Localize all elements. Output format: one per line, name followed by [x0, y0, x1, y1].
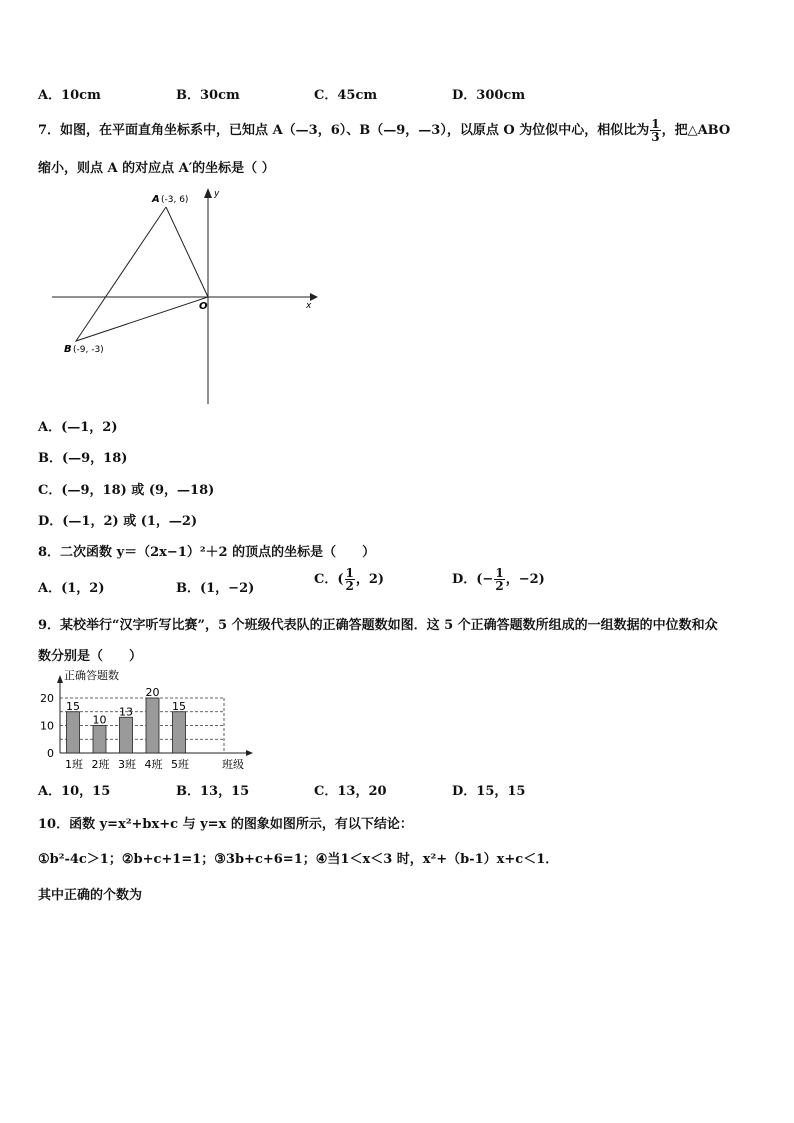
- chart-x-tick-label: 1班: [65, 758, 83, 771]
- q8-option-d: [452, 567, 545, 592]
- chart-data-label: 15: [66, 699, 80, 713]
- q8-stem: 8．二次函数 y＝（2x−1）²＋2 的顶点的坐标是（ ）: [38, 545, 376, 560]
- point-a-label: A: [152, 194, 160, 205]
- q10-tail: 其中正确的个数为: [38, 888, 143, 903]
- chart-x-tick-label: 4班: [144, 758, 163, 771]
- chart-bar: [173, 712, 186, 753]
- q7-option-b: B．(—9，18): [38, 451, 128, 466]
- q7-ratio-num: 1: [651, 117, 660, 131]
- q8-d-den: 2: [495, 579, 504, 593]
- q6-option-a: A．10cm: [38, 88, 101, 103]
- chart-x-tick-label: 3班: [118, 758, 136, 771]
- q8-option-c-post: ，2): [355, 572, 385, 587]
- y-axis-label: y: [214, 189, 220, 199]
- q8-option-b: B．(1，−2): [176, 581, 255, 596]
- chart-data-label: 15: [172, 699, 186, 713]
- q6-option-d: D．300cm: [452, 88, 526, 103]
- chart-x-tick-label: 5班: [171, 758, 189, 771]
- q6-option-c: C．45cm: [314, 88, 378, 103]
- chart-y-tick-label: 0: [47, 747, 54, 760]
- chart-x-tick-label: 2班: [91, 758, 110, 771]
- chart-data-label: 10: [92, 713, 107, 727]
- q9-option-c: C．13，20: [314, 784, 387, 799]
- chart-data-label: 20: [145, 686, 160, 699]
- q10-conclusions: ①b²-4c＞1；②b+c+1=1；③3b+c+6=1；④当1＜x＜3 时，x²+（b-1）x+c＜1．: [38, 852, 559, 867]
- q8-option-c-pre: C．(: [314, 572, 344, 587]
- q7-stem-line2: 缩小，则点 A 的对应点 A′的坐标是（ ）: [38, 161, 275, 176]
- point-a-coords: (-3, 6): [161, 195, 189, 205]
- q9-option-d: D．15，15: [452, 784, 526, 799]
- q8-option-c: [314, 567, 384, 592]
- q8-option-d-fraction: [494, 567, 504, 592]
- x-axis-label: x: [306, 301, 312, 311]
- triangle-abo: [76, 207, 208, 341]
- q9-stem-line1: 9．某校举行“汉字听写比赛”，5 个班级代表队的正确答题数如图．这 5 个正确答题数所组成的一组数据的中位数和众: [38, 618, 718, 633]
- q8-option-d-pre: D．(−: [452, 572, 494, 587]
- q9-option-a: A．10，15: [38, 784, 111, 799]
- q8-c-den: 2: [345, 579, 354, 593]
- q8-c-num: 1: [345, 566, 354, 580]
- chart-data-label: 13: [119, 705, 133, 719]
- q7-stem-part2: ，把△ABO: [661, 123, 731, 138]
- chart-y-axis-title: 正确答题数: [64, 669, 119, 682]
- q7-coordinate-figure: [40, 186, 330, 408]
- q8-d-num: 1: [495, 566, 504, 580]
- chart-y-tick-label: 20: [40, 692, 54, 705]
- point-b-label: B: [64, 344, 72, 355]
- x-axis-arrow-icon: [246, 750, 253, 756]
- q7-option-a: A．(—1，2): [38, 420, 118, 435]
- q7-stem-line1: [38, 118, 730, 143]
- q6-option-b: B．30cm: [176, 88, 240, 103]
- q7-stem-part1: 7．如图，在平面直角坐标系中，已知点 A（—3，6）、B（—9，—3），以原点 O 为位似中心，相似比为: [38, 123, 650, 138]
- chart-y-tick-label: 10: [40, 719, 54, 733]
- chart-bar: [93, 726, 106, 754]
- x-axis-arrow-icon: [310, 293, 318, 301]
- q9-stem-line2: 数分别是（ ）: [38, 649, 143, 664]
- point-b-coords: (-9, -3): [73, 345, 104, 355]
- q7-option-c: C．(—9，18) 或 (9，—18): [38, 483, 215, 498]
- q7-ratio-den: 3: [651, 130, 660, 144]
- q8-option-d-post: ，−2): [505, 572, 545, 587]
- q7-option-d: D．(—1，2) 或 (1，—2): [38, 514, 198, 529]
- chart-bar: [120, 717, 133, 753]
- q10-stem: 10．函数 y=x²+bx+c 与 y=x 的图象如图所示，有以下结论：: [38, 817, 413, 832]
- chart-x-axis-title: 班级: [222, 758, 244, 771]
- y-axis-arrow-icon: [204, 188, 212, 198]
- q8-option-c-fraction: [345, 567, 355, 592]
- origin-label: O: [199, 301, 208, 312]
- chart-bar: [67, 712, 80, 753]
- q7-ratio-fraction: [650, 118, 660, 143]
- q8-option-a: A．(1，2): [38, 581, 105, 596]
- chart-bar: [146, 698, 159, 753]
- y-axis-arrow-icon: [57, 675, 63, 683]
- q9-bar-chart: [38, 667, 260, 775]
- q9-option-b: B．13，15: [176, 784, 250, 799]
